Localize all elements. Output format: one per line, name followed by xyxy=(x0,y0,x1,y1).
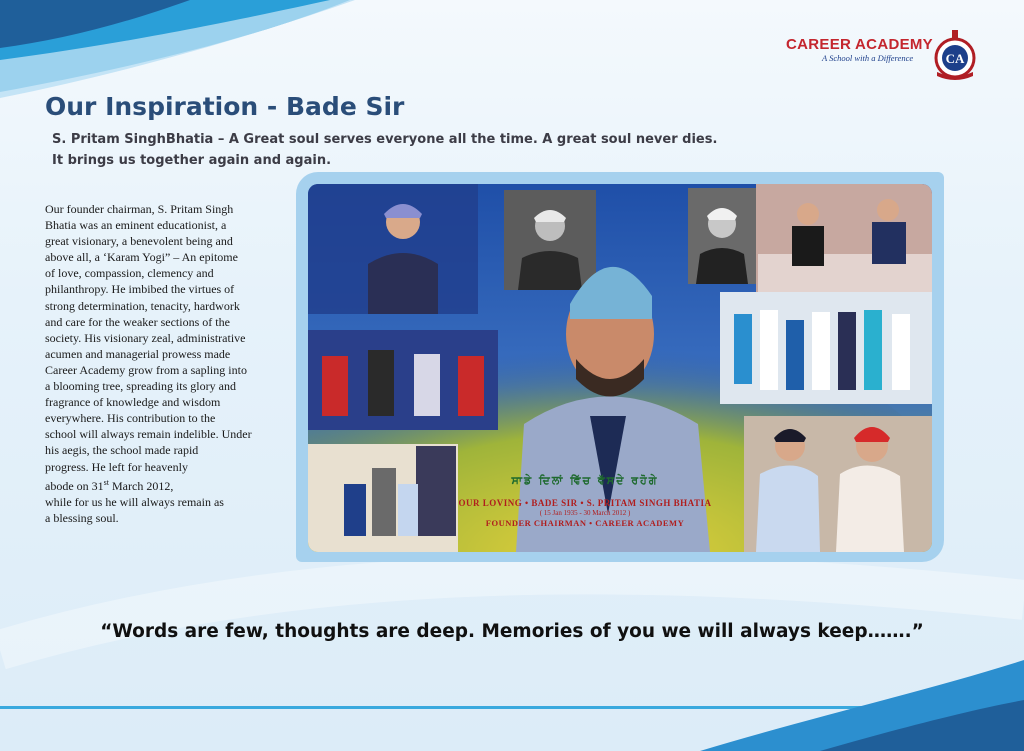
collage-caption xyxy=(440,498,730,528)
body-line: a blooming tree, spreading its glory and xyxy=(45,379,236,394)
body-line: philanthropy. He imbibed the virtues of xyxy=(45,282,235,297)
body-line: everywhere. His contribution to the xyxy=(45,411,216,426)
school-logo xyxy=(786,6,986,82)
body-line-date: abode on 31st March 2012, xyxy=(45,477,174,493)
subtitle-line: S. Pritam SinghBhatia – A Great soul serves everyone all the time. A great soul never dies. xyxy=(52,132,718,147)
memorial-quote: “Words are few, thoughts are deep. Memories of you we will always keep…….” xyxy=(100,621,924,642)
biography-text xyxy=(45,201,293,526)
logo-tagline: A School with a Difference xyxy=(822,53,914,63)
body-line: above all, a ‘Karam Yogi” – An epitome xyxy=(45,250,238,265)
body-line: strong determination, tenacity, hardwork xyxy=(45,298,240,313)
body-line: a blessing soul. xyxy=(45,510,119,525)
logo-name: CAREER ACADEMY xyxy=(786,36,933,53)
body-line: acumen and managerial prowess made xyxy=(45,346,231,361)
body-line: Bhatia was an eminent educationist, a xyxy=(45,218,227,233)
school-seal-icon xyxy=(932,30,978,82)
page-title: Our Inspiration - Bade Sir xyxy=(45,92,405,121)
body-line: progress. He left for heavenly xyxy=(45,459,188,474)
subtitle-line: It brings us together again and again. xyxy=(52,153,332,168)
body-line: school will always remain indelible. Under xyxy=(45,427,252,442)
body-line: society. His visionary zeal, administrative xyxy=(45,330,246,345)
body-line: Career Academy grow from a sapling into xyxy=(45,362,247,377)
body-line: of love, compassion, clemency and xyxy=(45,266,214,281)
caption-line: FOUNDER CHAIRMAN • CAREER ACADEMY xyxy=(485,518,685,528)
svg-text:CA: CA xyxy=(945,51,965,66)
subtitle xyxy=(52,129,752,171)
caption-line: OUR LOVING • BADE SIR • S. PRITAM SINGH BHATIA xyxy=(458,498,712,508)
body-line: Our founder chairman, S. Pritam Singh xyxy=(45,202,234,216)
caption-dates: ( 15 Jan 1935 - 30 March 2012 ) xyxy=(539,509,631,517)
body-line: while for us he will always remain as xyxy=(45,494,224,509)
body-line: and care for the weaker sections of the xyxy=(45,314,230,329)
body-line: great visionary, a benevolent being and xyxy=(45,234,233,249)
photo-collage xyxy=(308,184,932,552)
body-line: his aegis, the school made rapid xyxy=(45,443,199,458)
body-line: fragrance of knowledge and wisdom xyxy=(45,395,221,410)
punjabi-caption: ਸਾਡੇ ਦਿਲਾਂ ਵਿੱਚ ਵੱਸਦੇ ਰਹੋਗੇ xyxy=(511,474,659,487)
